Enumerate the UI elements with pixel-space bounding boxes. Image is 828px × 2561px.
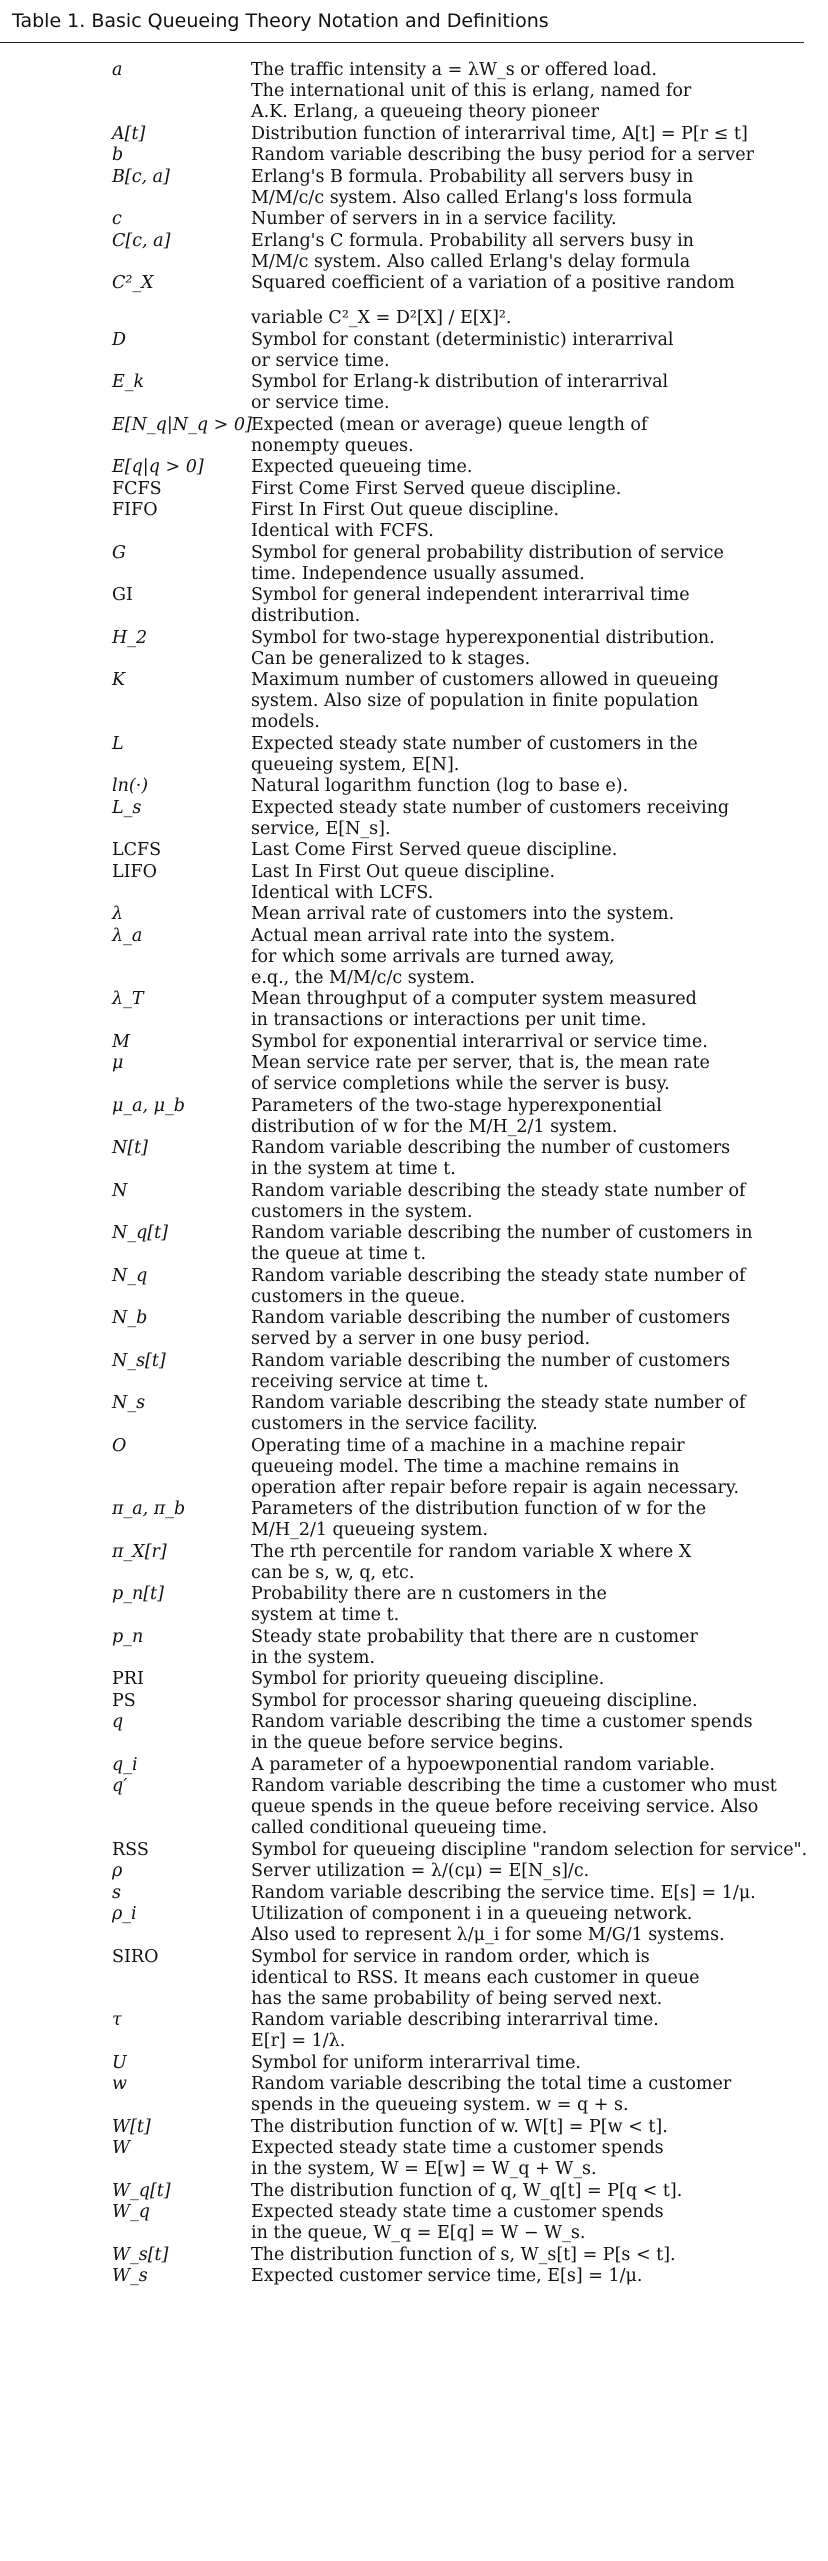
definition-line: Random variable describing the number of customers — [251, 1138, 731, 1158]
definition-line: in the system at time t. — [251, 1159, 456, 1179]
notation-definition — [251, 1883, 817, 1904]
notation-definition — [251, 926, 817, 989]
notation-symbol: N_s — [112, 1393, 146, 1413]
notation-definition — [251, 1776, 817, 1839]
notation-definition — [251, 1096, 817, 1138]
notation-definition — [251, 479, 817, 500]
notation-definition — [251, 1584, 817, 1626]
definition-line: Operating time of a machine in a machine repair — [251, 1435, 685, 1456]
notation-symbol: q_i — [112, 1754, 138, 1775]
definition-line: Symbol for two-stage hyperexponential distribution. — [251, 627, 715, 648]
notation-symbol: π_X[r] — [112, 1541, 167, 1562]
definition-line: The distribution function of w. W[t] = P[w < t]. — [251, 2116, 668, 2137]
definition-line: in the system, W = E[w] = W_q + W_s. — [251, 2159, 597, 2179]
notation-definition — [251, 1755, 817, 1776]
notation-symbol: B[c, a] — [112, 166, 170, 187]
definition-line: Also used to represent λ/μ_i for some M/G/1 systems. — [251, 1925, 725, 1945]
definition-line: queueing system, E[N]. — [251, 754, 460, 775]
notation-symbol: GI — [112, 585, 133, 605]
notation-definition — [251, 145, 817, 166]
notation-symbol: H_2 — [112, 627, 148, 648]
notation-definition — [251, 415, 817, 457]
notation-definition — [251, 1308, 817, 1350]
definition-line: in transactions or interactions per unit time. — [251, 1010, 647, 1030]
notation-symbol: s — [112, 1882, 121, 1903]
definition-line: Random variable describing the total time a customer — [251, 2074, 732, 2094]
definition-line: Symbol for processor sharing queueing discipline. — [251, 1690, 698, 1711]
definition-line: Symbol for queueing discipline "random selection for service". — [251, 1839, 808, 1860]
definition-line: Natural logarithm function (log to base e). — [251, 776, 629, 796]
definition-line: Random variable describing the service time. E[s] = 1/μ. — [251, 1882, 756, 1903]
notation-definition — [251, 1053, 817, 1095]
notation-symbol: N_s[t] — [112, 1350, 166, 1371]
definition-line: operation after repair before repair is again necessary. — [251, 1477, 740, 1498]
notation-definition — [251, 1138, 817, 1180]
definition-line: Random variable describing the busy period for a server — [251, 145, 754, 165]
definition-line: Mean throughput of a computer system measured — [251, 989, 697, 1009]
definition-line: can be s, w, q, etc. — [251, 1562, 415, 1583]
definition-line: Expected steady state time a customer spends — [251, 2202, 664, 2222]
notation-symbol: N_q[t] — [112, 1223, 168, 1243]
notation-symbol: RSS — [112, 1839, 149, 1860]
definition-line: First Come First Served queue discipline. — [251, 478, 622, 499]
definition-line: system at time t. — [251, 1605, 400, 1625]
notation-symbol: ln(·) — [112, 776, 149, 796]
notation-definition — [251, 1669, 817, 1690]
notation-definition — [251, 2074, 817, 2116]
notation-definition — [251, 1861, 817, 1882]
notation-definition — [251, 2010, 817, 2052]
definition-line: First In First Out queue discipline. — [251, 500, 560, 520]
definition-line: has the same probability of being served next. — [251, 1988, 663, 2009]
notation-definition — [251, 372, 817, 414]
notation-symbol: L — [112, 733, 124, 754]
notation-symbol: λ_T — [112, 989, 144, 1009]
definition-line: served by a server in one busy period. — [251, 1329, 591, 1349]
notation-symbol: LIFO — [112, 861, 158, 882]
notation-symbol: N_q — [112, 1265, 148, 1286]
definition-line: models. — [251, 712, 320, 732]
notation-symbol: c — [112, 209, 122, 229]
definition-line: spends in the queueing system. w = q + s. — [251, 2095, 629, 2115]
notation-definition — [251, 500, 817, 542]
definition-line: variable C²_X = D²[X] / E[X]². — [251, 308, 512, 328]
notation-definition — [251, 989, 817, 1031]
notation-symbol: E[N_q|N_q > 0] — [112, 414, 252, 435]
definition-line: in the system. — [251, 1647, 376, 1668]
notation-symbol: w — [112, 2074, 127, 2094]
definition-line: Erlang's C formula. Probability all servers busy in — [251, 230, 694, 251]
definition-line: Expected (mean or average) queue length of — [251, 414, 648, 435]
definition-line: or service time. — [251, 393, 390, 413]
notation-definition — [251, 457, 817, 478]
definition-line: Random variable describing the time a customer spends — [251, 1712, 753, 1732]
notation-definition — [251, 124, 817, 145]
notation-definition — [251, 231, 817, 273]
definition-line: The international unit of this is erlang, named for — [251, 81, 692, 101]
notation-definition — [251, 1181, 817, 1223]
definition-line: Expected customer service time, E[s] = 1/μ. — [251, 2266, 643, 2286]
notation-symbol: LCFS — [112, 840, 162, 860]
definition-line: customers in the service facility. — [251, 1414, 538, 1434]
definition-line: Identical with LCFS. — [251, 882, 434, 903]
notation-definition — [251, 1904, 817, 1946]
notation-definition — [251, 1542, 817, 1584]
definition-line: Random variable describing the time a customer who must — [251, 1776, 777, 1796]
definition-line: M/M/c/c system. Also called Erlang's loss formula — [251, 187, 693, 208]
notation-definition — [251, 776, 817, 797]
definition-line: Symbol for priority queueing discipline. — [251, 1669, 605, 1689]
notation-definition — [251, 167, 817, 209]
notation-symbol: p_n — [112, 1626, 144, 1647]
notation-symbol: PRI — [112, 1669, 144, 1689]
definition-line: system. Also size of population in finite population — [251, 691, 699, 711]
definition-line: Symbol for Erlang-k distribution of interarrival — [251, 372, 669, 392]
notation-definition — [251, 1947, 817, 2010]
definition-line: in the queue, W_q = E[q] = W − W_s. — [251, 2223, 586, 2243]
definition-line: Erlang's B formula. Probability all servers busy in — [251, 166, 694, 187]
notation-symbol: W_q — [112, 2202, 150, 2222]
definition-line: queue spends in the queue before receiving service. Also — [251, 1797, 759, 1817]
definition-line: Random variable describing interarrival time. — [251, 2010, 659, 2030]
definition-line: Expected steady state number of customers receiving — [251, 797, 730, 818]
definition-line: Random variable describing the steady state number of — [251, 1180, 746, 1201]
notation-definition — [251, 273, 817, 329]
definition-line: service, E[N_s]. — [251, 818, 391, 839]
notation-definition — [251, 904, 817, 925]
notation-symbol: PS — [112, 1690, 136, 1711]
definition-line: Symbol for exponential interarrival or service time. — [251, 1031, 708, 1052]
definition-line: Identical with FCFS. — [251, 521, 434, 541]
definition-line: E[r] = 1/λ. — [251, 2031, 346, 2051]
notation-definition — [251, 798, 817, 840]
definition-line: Random variable describing the number of customers — [251, 1308, 731, 1328]
definition-line: Actual mean arrival rate into the system. — [251, 925, 616, 946]
definition-line: Can be generalized to k stages. — [251, 648, 531, 669]
notation-definition — [251, 1393, 817, 1435]
definition-line: Random variable describing the steady state number of — [251, 1265, 746, 1286]
notation-definition — [251, 1712, 817, 1754]
notation-symbol: W_s — [112, 2266, 148, 2286]
notation-symbol: ρ_i — [112, 1904, 137, 1924]
definition-line: in the queue before service begins. — [251, 1733, 564, 1753]
definition-line: Parameters of the two-stage hyperexponential — [251, 1095, 662, 1116]
notation-symbol: SIRO — [112, 1946, 159, 1967]
notation-symbol: G — [112, 542, 126, 563]
definition-line: Probability there are n customers in the — [251, 1584, 607, 1604]
definition-line: Distribution function of interarrival time, A[t] = P[r ≤ t] — [251, 123, 748, 144]
notation-symbol: λ — [112, 904, 124, 924]
notation-symbol: K — [112, 670, 126, 690]
definition-line: receiving service at time t. — [251, 1371, 489, 1392]
definition-line: M/M/c system. Also called Erlang's delay formula — [251, 251, 691, 272]
definition-line: customers in the queue. — [251, 1286, 466, 1307]
definition-line: Steady state probability that there are n customer — [251, 1626, 698, 1647]
notation-symbol: μ — [112, 1053, 124, 1073]
notation-definition — [251, 2053, 817, 2074]
notation-symbol: λ_a — [112, 925, 143, 946]
notation-definition — [251, 734, 817, 776]
definition-line: Expected steady state number of customers in the — [251, 733, 698, 754]
definition-line: Symbol for general independent interarrival time — [251, 585, 690, 605]
notation-symbol: FCFS — [112, 478, 162, 499]
definition-line: Symbol for constant (deterministic) interarrival — [251, 329, 674, 350]
notation-definition — [251, 60, 817, 123]
definition-line: A.K. Erlang, a queueing theory pioneer — [251, 102, 599, 122]
notation-definition — [251, 330, 817, 372]
definition-line: Maximum number of customers allowed in queueing — [251, 670, 719, 690]
notation-symbol: π_a, π_b — [112, 1499, 186, 1519]
notation-symbol: E_k — [112, 372, 145, 392]
notation-definition — [251, 585, 817, 627]
notation-symbol: a — [112, 60, 123, 80]
notation-definition — [251, 209, 817, 230]
notation-symbol: C²_X — [112, 273, 154, 293]
notation-definition — [251, 543, 817, 585]
definition-line: Server utilization = λ/(cμ) = E[N_s]/c. — [251, 1861, 590, 1881]
notation-symbol: b — [112, 145, 124, 165]
definition-line: Parameters of the distribution function of w for the — [251, 1499, 707, 1519]
definition-line: of service completions while the server is busy. — [251, 1074, 670, 1094]
definition-line: e.q., the M/M/c/c system. — [251, 967, 476, 988]
definition-line: The rth percentile for random variable X where X — [251, 1541, 692, 1562]
notation-symbol: W_q[t] — [112, 2180, 171, 2201]
notation-symbol: FIFO — [112, 500, 158, 520]
notation-symbol: W_s[t] — [112, 2244, 169, 2265]
notation-definition — [251, 2245, 817, 2266]
definition-line: Random variable describing the number of customers in — [251, 1223, 753, 1243]
notation-symbol: μ_a, μ_b — [112, 1095, 186, 1116]
definition-line: Random variable describing the steady state number of — [251, 1393, 746, 1413]
notation-definition — [251, 1223, 817, 1265]
notation-symbol: W[t] — [112, 2116, 151, 2137]
definition-line: the queue at time t. — [251, 1244, 427, 1264]
notation-symbol: p_n[t] — [112, 1584, 164, 1604]
definition-line: The traffic intensity a = λW_s or offered load. — [251, 60, 657, 80]
notation-definition — [251, 2266, 817, 2287]
notation-definition — [251, 670, 817, 733]
notation-symbol: D — [112, 329, 127, 350]
notation-symbol: τ — [112, 2010, 122, 2030]
definition-line: called conditional queueing time. — [251, 1818, 548, 1838]
definition-line: Squared coefficient of a variation of a positive random — [251, 273, 735, 293]
notation-definition — [251, 1351, 817, 1393]
notation-symbol: C[c, a] — [112, 230, 171, 251]
notation-symbol: q′ — [112, 1776, 128, 1796]
definition-line: Expected queueing time. — [251, 457, 473, 477]
notation-symbol: O — [112, 1435, 127, 1456]
notation-table — [0, 60, 828, 2560]
notation-definition — [251, 1691, 817, 1712]
definition-line: Random variable describing the number of customers — [251, 1350, 731, 1371]
notation-symbol: A[t] — [112, 123, 146, 144]
notation-definition — [251, 1499, 817, 1541]
notation-definition — [251, 1032, 817, 1053]
definition-line: Number of servers in in a service facility. — [251, 209, 617, 229]
notation-definition — [251, 2202, 817, 2244]
notation-symbol: W — [112, 2138, 130, 2158]
definition-line: or service time. — [251, 350, 390, 371]
notation-symbol: ρ — [112, 1861, 123, 1881]
definition-line: Symbol for uniform interarrival time. — [251, 2052, 581, 2073]
notation-symbol: E[q|q > 0] — [112, 457, 204, 477]
definition-line: M/H_2/1 queueing system. — [251, 1520, 489, 1540]
notation-definition — [251, 628, 817, 670]
definition-line: customers in the system. — [251, 1201, 473, 1222]
notation-definition — [251, 840, 817, 861]
notation-definition — [251, 2138, 817, 2180]
notation-definition — [251, 2181, 817, 2202]
definition-line: The distribution function of q, W_q[t] = P[q < t]. — [251, 2180, 683, 2201]
definition-line: Last In First Out queue discipline. — [251, 861, 556, 882]
definition-line: Mean arrival rate of customers into the system. — [251, 904, 675, 924]
definition-line: queueing model. The time a machine remains in — [251, 1456, 680, 1477]
definition-line: The distribution function of s, W_s[t] = P[s < t]. — [251, 2244, 676, 2265]
definition-line: Symbol for service in random order, which is — [251, 1946, 650, 1967]
notation-symbol: M — [112, 1031, 130, 1052]
definition-line: A parameter of a hypoewponential random variable. — [251, 1754, 715, 1775]
table-caption: Table 1. Basic Queueing Theory Notation and Definitions — [0, 0, 804, 43]
notation-definition — [251, 1627, 817, 1669]
definition-line: Mean service rate per server, that is, the mean rate — [251, 1053, 710, 1073]
definition-line: Utilization of component i in a queueing network. — [251, 1904, 693, 1924]
definition-line: Expected steady state time a customer spends — [251, 2138, 664, 2158]
definition-line: identical to RSS. It means each customer in queue — [251, 1967, 700, 1988]
definition-line: Last Come First Served queue discipline. — [251, 840, 618, 860]
definition-line: for which some arrivals are turned away, — [251, 946, 615, 967]
definition-line: distribution of w for the M/H_2/1 system. — [251, 1116, 618, 1137]
notation-symbol: N — [112, 1180, 128, 1201]
notation-symbol: U — [112, 2052, 127, 2073]
notation-definition — [251, 1840, 817, 1861]
notation-definition — [251, 1436, 817, 1499]
notation-definition — [251, 1266, 817, 1308]
definition-line: Symbol for general probability distribution of service — [251, 542, 724, 563]
definition-line: distribution. — [251, 606, 361, 626]
notation-symbol: N[t] — [112, 1138, 148, 1158]
definition-line: time. Independence usually assumed. — [251, 563, 585, 584]
definition-line: nonempty queues. — [251, 435, 414, 456]
notation-symbol: L_s — [112, 797, 142, 818]
notation-symbol: q — [112, 1712, 124, 1732]
notation-definition — [251, 2117, 817, 2138]
notation-definition — [251, 862, 817, 904]
notation-symbol: N_b — [112, 1308, 148, 1328]
